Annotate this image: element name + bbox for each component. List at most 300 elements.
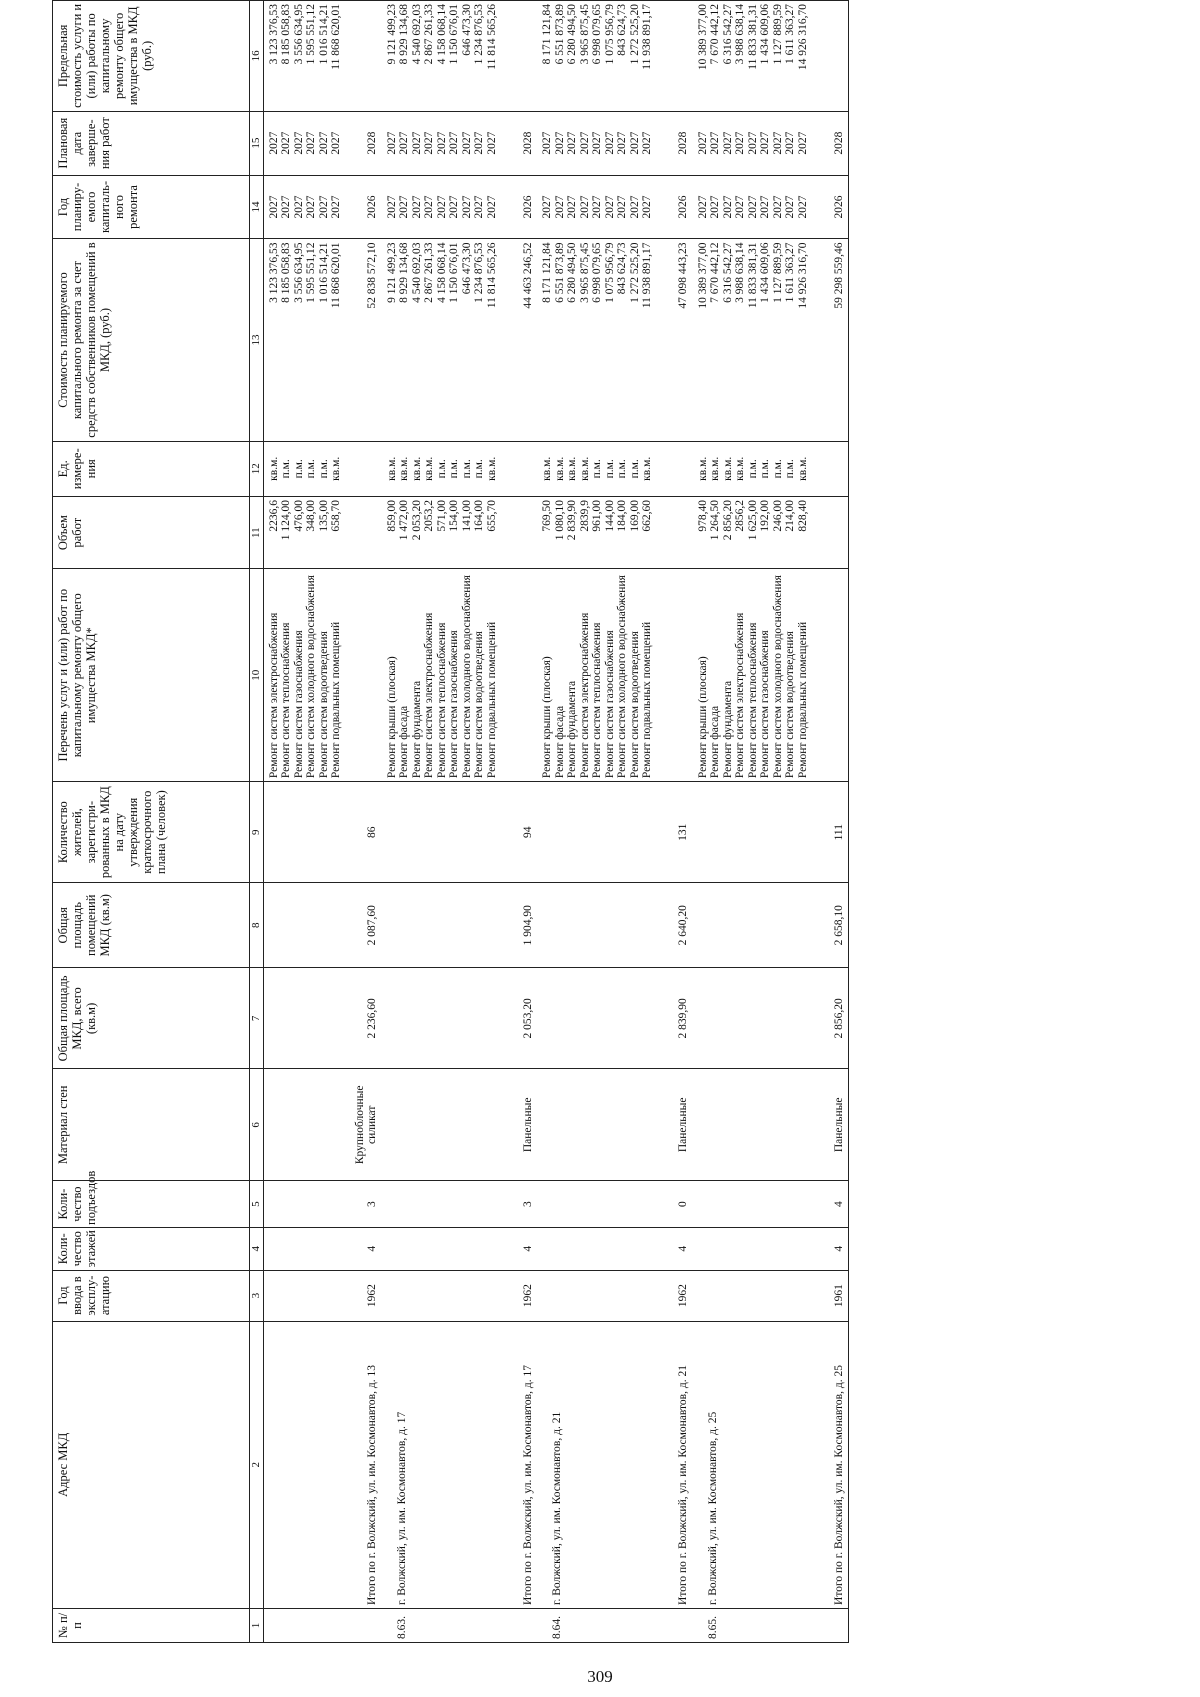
cell-line: 2027 xyxy=(280,195,292,219)
column-header: Год планиру-емого капиталь-ного ремонта xyxy=(53,175,250,239)
cell-line: 662,60 xyxy=(641,499,653,532)
cell-line: 8 185 058,83 xyxy=(280,4,292,65)
cell-line: Ремонт фасада xyxy=(553,705,566,779)
table-row-house xyxy=(537,1,655,1643)
column-header: Объем работ xyxy=(53,496,250,568)
column-number: 5 xyxy=(250,1181,264,1228)
cell-line: п.м. xyxy=(784,459,796,479)
cell-line: 655,70 xyxy=(485,499,498,532)
cell-line: 2027 xyxy=(292,195,305,219)
summary-entrances: 3 xyxy=(499,1181,537,1228)
cell-line: 4 540 692,03 xyxy=(410,4,423,65)
cell-line: 2027 xyxy=(292,131,305,155)
cell-line: 6 998 079,65 xyxy=(591,4,603,65)
cell-line: 1 595 551,12 xyxy=(305,4,317,65)
costs-list xyxy=(382,239,500,441)
summary-year: 1962 xyxy=(344,1270,382,1321)
cell-line: 2027 xyxy=(746,131,759,155)
cell-line: 3 988 638,14 xyxy=(734,242,746,303)
cell-line: кв.м. xyxy=(410,456,423,481)
summary-area-rooms: 2 087,60 xyxy=(344,883,382,968)
summary-floors: 4 xyxy=(344,1228,382,1271)
cell-line: 246,00 xyxy=(771,499,784,532)
cell-line: 2 856,20 xyxy=(721,499,734,541)
cell-line: 2027 xyxy=(473,131,485,155)
cell-line: Ремонт подвальных помещений xyxy=(641,621,653,779)
summary-floors: 4 xyxy=(655,1228,693,1271)
cell-line: 2027 xyxy=(641,195,653,219)
column-number: 4 xyxy=(250,1228,264,1271)
cell-line: 2027 xyxy=(485,195,498,219)
cell-line: 2027 xyxy=(696,195,709,219)
cell-line: 1 472,00 xyxy=(398,499,410,541)
summary-area-rooms: 2 658,10 xyxy=(810,883,849,968)
cell-line: Ремонт систем водоотведения xyxy=(317,631,330,779)
cell-line: кв.м. xyxy=(566,456,578,481)
costs-list xyxy=(263,239,344,441)
cell-line: 11 938 891,17 xyxy=(641,4,653,70)
summary-year: 1962 xyxy=(499,1270,537,1321)
column-number: 2 xyxy=(250,1321,264,1608)
summary-row xyxy=(655,1,693,1643)
cell-line: 2027 xyxy=(603,131,616,155)
cell-line: 2027 xyxy=(267,131,280,155)
cell-line: 10 389 377,00 xyxy=(696,242,709,309)
cell-line: 476,00 xyxy=(292,499,305,532)
works-list xyxy=(263,569,344,782)
cell-line: 1 150 676,01 xyxy=(448,4,460,65)
cell-line: 2027 xyxy=(485,131,498,155)
cell-line: 4 540 692,03 xyxy=(410,242,423,303)
cell-line: кв.м. xyxy=(541,456,553,481)
summary-year: 1961 xyxy=(810,1270,849,1321)
cell-line: 1 434 609,06 xyxy=(759,242,771,303)
cell-line: Ремонт фундамента xyxy=(721,680,734,779)
cell-line: 2027 xyxy=(385,195,398,219)
volumes-list xyxy=(537,496,655,568)
cell-line: Ремонт систем холодного водоснабжения xyxy=(616,575,628,779)
cell-line: Ремонт систем теплоснабжения xyxy=(280,622,292,779)
cell-line: 135,00 xyxy=(317,499,330,532)
cell-line: Ремонт фасада xyxy=(398,705,410,779)
cell-line: Ремонт подвальных помещений xyxy=(330,621,342,779)
cell-line: 2027 xyxy=(784,131,796,155)
cell-line: 1 595 551,12 xyxy=(305,242,317,303)
cell-line: 4 158 068,14 xyxy=(435,242,448,303)
cell-line: п.м. xyxy=(759,459,771,479)
cell-line: кв.м. xyxy=(267,456,280,481)
cell-line: 2027 xyxy=(566,131,578,155)
column-header: Ед. измере-ния xyxy=(53,441,250,496)
cell-line: кв.м. xyxy=(796,456,809,481)
cell-line: 2027 xyxy=(541,195,553,219)
column-header: Перечень услуг и (или) работ по капитальному ремонту общего имущества МКД* xyxy=(53,569,250,782)
summary-plan-year: 2026 xyxy=(499,175,537,239)
summary-end-date: 2028 xyxy=(344,111,382,175)
cell-line: 11 814 565,26 xyxy=(485,242,498,309)
row-number: 8.64. xyxy=(537,1608,655,1642)
cell-line: 3 556 634,95 xyxy=(292,4,305,65)
column-header: Адрес МКД xyxy=(53,1321,250,1608)
cell-line: 843 624,73 xyxy=(616,242,628,295)
cell-line: 2027 xyxy=(460,195,473,219)
cell-line: п.м. xyxy=(771,459,784,479)
cell-line: 3 123 376,53 xyxy=(267,242,280,303)
cell-line: 8 171 121,84 xyxy=(541,242,553,303)
cell-line: 2236,6 xyxy=(267,499,280,532)
summary-cost: 47 098 443,23 xyxy=(655,239,693,441)
cell-line: п.м. xyxy=(591,459,603,479)
summary-plan-year: 2026 xyxy=(344,175,382,239)
cell-line: 2027 xyxy=(317,195,330,219)
cell-line: 7 670 442,12 xyxy=(709,4,721,65)
cell-line: кв.м. xyxy=(709,456,721,481)
cell-line: 2839,9 xyxy=(578,499,591,532)
summary-cost: 52 838 572,10 xyxy=(344,239,382,441)
column-number: 6 xyxy=(250,1069,264,1181)
column-header: Год ввода в эксплу-атацию xyxy=(53,1270,250,1321)
cell-line: кв.м. xyxy=(641,456,653,481)
cell-line: 1 150 676,01 xyxy=(448,242,460,303)
cell-line: 2027 xyxy=(784,195,796,219)
cell-line: 843 624,73 xyxy=(616,4,628,56)
summary-label: Итого по г. Волжский, ул. им. Космонавтов, д. 25 xyxy=(810,1321,849,1608)
years-list xyxy=(693,175,811,239)
page-number: 309 xyxy=(587,1667,613,1686)
cell-line: кв.м. xyxy=(578,456,591,481)
cell-line: п.м. xyxy=(305,459,317,479)
table-row-house xyxy=(382,1,500,1643)
cell-line: 214,00 xyxy=(784,499,796,532)
cell-line: 2027 xyxy=(771,131,784,155)
cell-line: 2027 xyxy=(709,131,721,155)
row-number: 8.63. xyxy=(382,1608,500,1642)
header-row xyxy=(53,1,250,1643)
cell-line: 2027 xyxy=(628,131,641,155)
address: г. Волжский, ул. им. Космонавтов, д. 17 xyxy=(382,1321,500,1608)
cell-line: 348,00 xyxy=(305,499,317,532)
cell-line: 1 075 956,79 xyxy=(603,242,616,303)
summary-end-date: 2028 xyxy=(655,111,693,175)
summary-label: Итого по г. Волжский, ул. им. Космонавтов, д. 17 xyxy=(499,1321,537,1608)
cell-line: Ремонт систем газоснабжения xyxy=(292,630,305,779)
cell-line: 2027 xyxy=(721,131,734,155)
cell-line: 2027 xyxy=(616,195,628,219)
cell-line: Ремонт систем теплоснабжения xyxy=(435,622,448,779)
cell-line: 769,50 xyxy=(541,499,553,532)
works-list xyxy=(693,569,811,782)
cell-line: 154,00 xyxy=(448,499,460,532)
limits-list xyxy=(537,1,655,112)
column-number: 14 xyxy=(250,175,264,239)
summary-walls: Крупноблочные силикат xyxy=(344,1069,382,1181)
capital-repair-table xyxy=(52,0,849,1643)
cell-line: Ремонт крыши (плоская) xyxy=(696,656,709,779)
cell-line: 2027 xyxy=(734,131,746,155)
cell-line: 2 867 261,33 xyxy=(423,242,435,303)
summary-walls: Панельные xyxy=(655,1069,693,1181)
cell-line: 141,00 xyxy=(460,499,473,532)
cell-line: 2 867 261,33 xyxy=(423,4,435,65)
address: г. Волжский, ул. им. Космонавтов, д. 21 xyxy=(537,1321,655,1608)
cell-line: 2027 xyxy=(460,131,473,155)
cell-line: 2 839,90 xyxy=(566,499,578,541)
cell-line: 2 053,20 xyxy=(410,499,423,541)
cell-line: Ремонт подвальных помещений xyxy=(485,621,498,779)
summary-floors: 4 xyxy=(810,1228,849,1271)
cell-line: Ремонт систем теплоснабжения xyxy=(746,622,759,779)
cell-line: 2027 xyxy=(435,131,448,155)
costs-list xyxy=(693,239,811,441)
rotated-page xyxy=(52,0,1200,1643)
cell-line: 2027 xyxy=(553,131,566,155)
summary-label: Итого по г. Волжский, ул. им. Космонавтов, д. 21 xyxy=(655,1321,693,1608)
cell-line: 571,00 xyxy=(435,499,448,532)
cell-line: 2856,2 xyxy=(734,499,746,532)
cell-line: 2027 xyxy=(746,195,759,219)
column-number: 9 xyxy=(250,782,264,883)
cell-line: п.м. xyxy=(435,459,448,479)
cell-line: 3 123 376,53 xyxy=(267,4,280,65)
summary-plan-year: 2026 xyxy=(810,175,849,239)
column-number: 8 xyxy=(250,883,264,968)
cell-line: 10 389 377,00 xyxy=(696,4,709,71)
column-number: 3 xyxy=(250,1270,264,1321)
cell-line: 6 280 494,50 xyxy=(566,242,578,303)
cell-line: п.м. xyxy=(280,459,292,479)
cell-line: 3 556 634,95 xyxy=(292,242,305,303)
cell-line: п.м. xyxy=(317,459,330,479)
cell-line: 3 988 638,14 xyxy=(734,4,746,65)
cell-line: 11 868 620,01 xyxy=(330,4,342,70)
cell-line: Ремонт систем электроснабжения xyxy=(578,612,591,779)
cell-line: Ремонт систем газоснабжения xyxy=(448,630,460,779)
years-list xyxy=(263,175,344,239)
summary-residents: 111 xyxy=(810,782,849,883)
cell-line: 1 080,10 xyxy=(553,499,566,541)
cell-line: Ремонт систем газоснабжения xyxy=(603,630,616,779)
cell-line: кв.м. xyxy=(423,456,435,481)
cell-line: 2027 xyxy=(410,195,423,219)
cell-line: 8 185 058,83 xyxy=(280,242,292,303)
summary-label: Итого по г. Волжский, ул. им. Космонавтов, д. 13 xyxy=(344,1321,382,1608)
table-row-house xyxy=(693,1,811,1643)
row-number: 8.65. xyxy=(693,1608,811,1642)
dates-list xyxy=(537,111,655,175)
cell-line: Ремонт систем холодного водоснабжения xyxy=(305,575,317,779)
cell-line: 2027 xyxy=(796,131,809,155)
cell-line: 1 434 609,06 xyxy=(759,4,771,65)
cell-line: 2027 xyxy=(410,131,423,155)
cell-line: 2027 xyxy=(317,131,330,155)
cell-line: 9 121 499,23 xyxy=(385,242,398,303)
summary-entrances: 3 xyxy=(344,1181,382,1228)
cell-line: кв.м. xyxy=(553,456,566,481)
cell-line: кв.м. xyxy=(721,456,734,481)
table-body xyxy=(263,1,849,1643)
cell-line: кв.м. xyxy=(734,456,746,481)
cell-line: 4 158 068,14 xyxy=(435,4,448,65)
column-number: 1 xyxy=(250,1608,264,1642)
cell-line: 1 016 514,21 xyxy=(317,242,330,303)
cell-line: 2027 xyxy=(553,195,566,219)
cell-line: 859,00 xyxy=(385,499,398,532)
cell-line: 2027 xyxy=(591,195,603,219)
summary-residents: 131 xyxy=(655,782,693,883)
cell-line: 9 121 499,23 xyxy=(385,4,398,65)
cell-line: 8 929 134,68 xyxy=(398,4,410,65)
cell-line: 1 272 525,20 xyxy=(628,4,641,65)
cell-line: 2027 xyxy=(398,195,410,219)
limits-list xyxy=(693,1,811,112)
cell-line: 8 929 134,68 xyxy=(398,242,410,303)
cell-line: п.м. xyxy=(292,459,305,479)
years-list xyxy=(382,175,500,239)
cell-line: 7 670 442,12 xyxy=(709,242,721,303)
summary-end-date: 2028 xyxy=(499,111,537,175)
cell-line: кв.м. xyxy=(485,456,498,481)
cell-line: 2027 xyxy=(771,195,784,219)
column-header: Коли-чество этажей xyxy=(53,1228,250,1271)
summary-area-rooms: 2 640,20 xyxy=(655,883,693,968)
cell-line: Ремонт фасада xyxy=(709,705,721,779)
cell-line: 2027 xyxy=(578,131,591,155)
cell-line: Ремонт систем холодного водоснабжения xyxy=(771,575,784,779)
cell-line: 2027 xyxy=(641,131,653,155)
cell-line: 1 127 889,59 xyxy=(771,4,784,65)
dates-list xyxy=(693,111,811,175)
column-number: 10 xyxy=(250,569,264,782)
cell-line: п.м. xyxy=(746,459,759,479)
cell-line: 2027 xyxy=(616,131,628,155)
limits-list xyxy=(263,1,344,112)
cell-line: 6 998 079,65 xyxy=(591,242,603,303)
summary-plan-year: 2026 xyxy=(655,175,693,239)
summary-cost: 44 463 246,52 xyxy=(499,239,537,441)
cell-line: 11 833 381,31 xyxy=(746,242,759,309)
cell-line: 144,00 xyxy=(603,499,616,532)
cell-line: 2027 xyxy=(305,131,317,155)
cell-line: 2027 xyxy=(734,195,746,219)
cell-line: 961,00 xyxy=(591,499,603,532)
cell-line: 1 234 876,53 xyxy=(473,242,485,303)
cell-line: 1 611 363,27 xyxy=(784,242,796,303)
cell-line: кв.м. xyxy=(385,456,398,481)
cell-line: Ремонт систем водоотведения xyxy=(473,631,485,779)
cell-line: 2027 xyxy=(423,131,435,155)
units-list xyxy=(382,441,500,496)
summary-area-rooms: 1 904,90 xyxy=(499,883,537,968)
cell-line: 3 965 875,45 xyxy=(578,4,591,65)
cell-line: 164,00 xyxy=(473,499,485,532)
summary-area-total: 2 053,20 xyxy=(499,968,537,1069)
cell-line: кв.м. xyxy=(696,456,709,481)
summary-area-total: 2 839,90 xyxy=(655,968,693,1069)
summary-area-total: 2 236,60 xyxy=(344,968,382,1069)
address: г. Волжский, ул. им. Космонавтов, д. 25 xyxy=(693,1321,811,1608)
summary-row xyxy=(810,1,849,1643)
cell-line: 2027 xyxy=(759,131,771,155)
summary-floors: 4 xyxy=(499,1228,537,1271)
cell-line: Ремонт систем водоотведения xyxy=(628,631,641,779)
cell-line: 2027 xyxy=(330,131,342,155)
works-list xyxy=(382,569,500,782)
cell-line: 1 127 889,59 xyxy=(771,242,784,303)
cell-line: Ремонт крыши (плоская) xyxy=(385,656,398,779)
summary-residents: 94 xyxy=(499,782,537,883)
column-header: Количество жителей, зарегистри-рованных в МКД на дату утверждения краткосрочного плана (человек) xyxy=(53,782,250,883)
column-header: Плановая дата заверше-ния работ xyxy=(53,111,250,175)
cell-line: 2027 xyxy=(448,131,460,155)
column-number: 7 xyxy=(250,968,264,1069)
cell-line: 646 473,30 xyxy=(460,4,473,56)
column-header: Предельная стоимость услуги и (или) работы по капитальному ремонту общего имущества в МКД (руб.) xyxy=(53,1,250,112)
cell-line: 1 075 956,79 xyxy=(603,4,616,65)
cell-line: 2027 xyxy=(759,195,771,219)
cell-line: 169,00 xyxy=(628,499,641,532)
cell-line: 1 264,50 xyxy=(709,499,721,541)
cell-line: п.м. xyxy=(603,459,616,479)
cell-line: Ремонт систем теплоснабжения xyxy=(591,622,603,779)
cell-line: 2027 xyxy=(541,131,553,155)
cell-line: 1 234 876,53 xyxy=(473,4,485,65)
cell-line: 6 280 494,50 xyxy=(566,4,578,65)
summary-residents: 86 xyxy=(344,782,382,883)
cell-line: 2027 xyxy=(305,195,317,219)
cell-line: 2027 xyxy=(578,195,591,219)
volumes-list xyxy=(263,496,344,568)
cell-line: 14 926 316,70 xyxy=(796,4,809,71)
cell-line: 2027 xyxy=(628,195,641,219)
units-list xyxy=(263,441,344,496)
summary-row xyxy=(344,1,382,1643)
cell-line: 2027 xyxy=(696,131,709,155)
cell-line: п.м. xyxy=(460,459,473,479)
summary-walls: Панельные xyxy=(810,1069,849,1181)
units-list xyxy=(537,441,655,496)
cell-line: 6 551 873,89 xyxy=(553,4,566,65)
column-header: Материал стен xyxy=(53,1069,250,1181)
column-header: Стоимость планируемого капитального ремонта за счет средств собственников помещений в МКД, (руб.) xyxy=(53,239,250,441)
cell-line: кв.м. xyxy=(330,456,342,481)
dates-list xyxy=(382,111,500,175)
cell-line: 6 316 542,27 xyxy=(721,4,734,65)
summary-end-date: 2028 xyxy=(810,111,849,175)
cell-line: Ремонт систем холодного водоснабжения xyxy=(460,575,473,779)
cell-line: Ремонт систем водоотведения xyxy=(784,631,796,779)
summary-entrances: 4 xyxy=(810,1181,849,1228)
cell-line: 2027 xyxy=(423,195,435,219)
column-number: 13 xyxy=(250,239,264,441)
cell-line: 978,40 xyxy=(696,499,709,532)
cell-line: Ремонт фундамента xyxy=(566,680,578,779)
column-number: 15 xyxy=(250,111,264,175)
volumes-list xyxy=(382,496,500,568)
cell-line: 1 124,00 xyxy=(280,499,292,541)
cell-line: 2027 xyxy=(473,195,485,219)
cell-line: 6 551 873,89 xyxy=(553,242,566,303)
cell-line: п.м. xyxy=(628,459,641,479)
cell-line: 1 625,00 xyxy=(746,499,759,541)
cell-line: п.м. xyxy=(473,459,485,479)
summary-row xyxy=(499,1,537,1643)
column-number-row xyxy=(250,1,264,1643)
column-header: Коли-чество подъездов xyxy=(53,1181,250,1228)
cell-line: 2027 xyxy=(330,195,342,219)
column-number: 12 xyxy=(250,441,264,496)
cell-line: Ремонт фундамента xyxy=(410,680,423,779)
cell-line: Ремонт систем электроснабжения xyxy=(267,612,280,779)
